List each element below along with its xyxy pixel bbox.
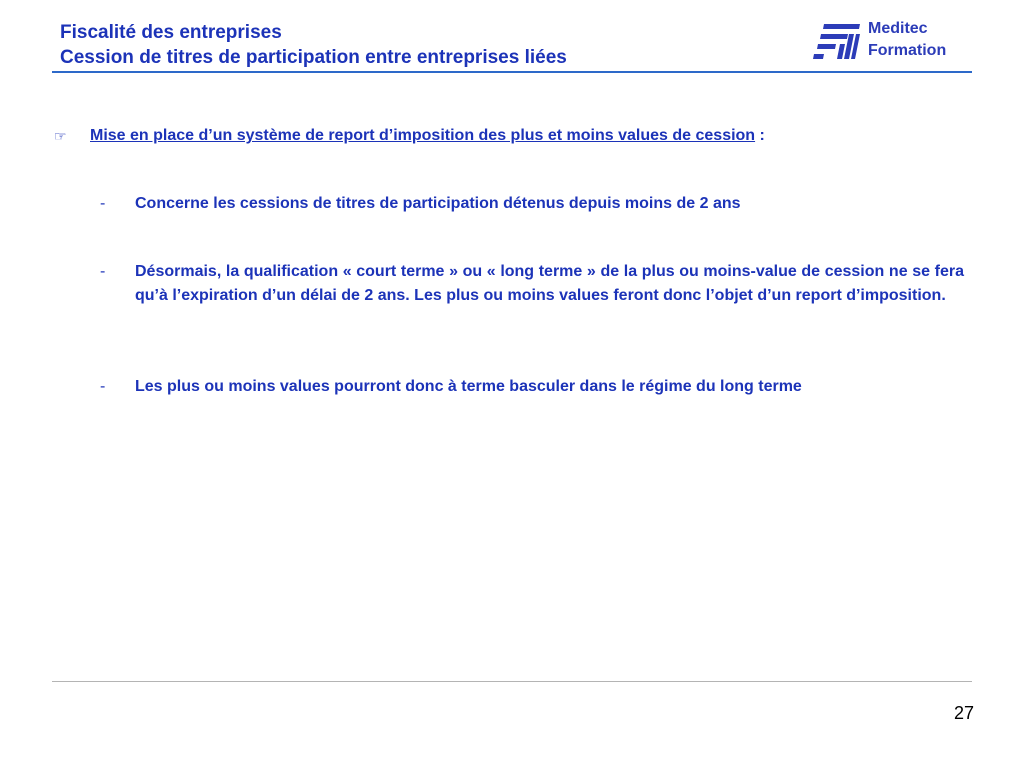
bullet-item <box>100 375 964 399</box>
logo-mark-icon <box>812 20 860 64</box>
bullet-text: Les plus ou moins values pourront donc à terme basculer dans le régime du long terme <box>135 378 802 395</box>
title-line-2: Cession de titres de participation entre entreprises liées <box>60 47 567 68</box>
bullet-marker: - <box>100 195 106 212</box>
header-divider <box>52 71 972 73</box>
footer-divider <box>52 681 972 682</box>
intro-suffix: : <box>755 127 765 144</box>
pointing-hand-icon: ☞ <box>54 128 67 144</box>
title-line-1: Fiscalité des entreprises <box>60 22 282 43</box>
logo-text <box>868 18 946 62</box>
bullet-marker: - <box>100 263 106 280</box>
intro-underlined-text: Mise en place d’un système de report d’imposition des plus et moins values de cession <box>90 127 756 144</box>
logo-line-1: Meditec <box>868 20 928 37</box>
slide-title <box>60 20 567 70</box>
bullet-item <box>100 192 964 216</box>
bullet-item <box>100 260 964 308</box>
bullet-text: Désormais, la qualification « court terme » ou « long terme » de la plus ou moins-value de cession ne se fera qu’à l’expiration d’un délai de 2 ans. Les plus ou moins values feront donc l’objet d’un report d’imposition. <box>135 263 964 304</box>
bullet-marker: - <box>100 378 106 395</box>
page-number: 27 <box>953 703 974 723</box>
logo-line-2: Formation <box>868 42 947 59</box>
intro-text <box>90 125 765 147</box>
meditec-logo <box>812 18 972 68</box>
bullet-text: Concerne les cessions de titres de participation détenus depuis moins de 2 ans <box>135 195 741 212</box>
